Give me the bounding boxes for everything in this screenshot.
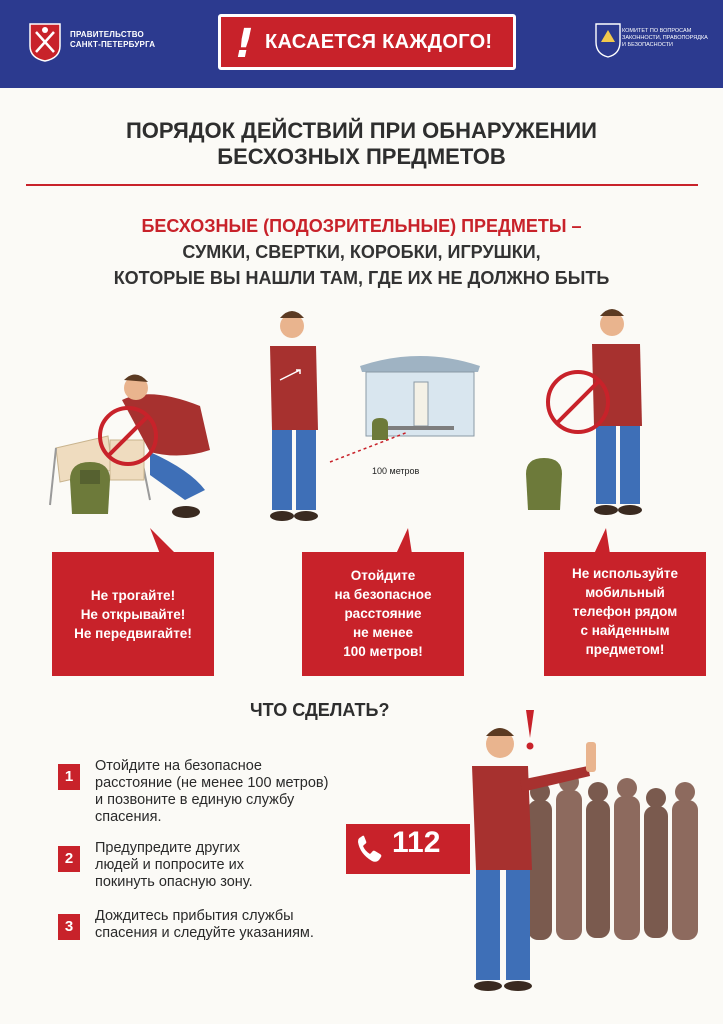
- callout-line: не менее: [352, 625, 414, 640]
- step-line: спасения.: [95, 809, 162, 825]
- callout-line: мобильный: [585, 585, 665, 600]
- subtitle-highlight: БЕСХОЗНЫЕ (ПОДОЗРИТЕЛЬНЫЕ) ПРЕДМЕТЫ –: [141, 216, 582, 236]
- step-text-2: [95, 840, 253, 891]
- crouching-man-illustration: [50, 374, 210, 518]
- callout-line: Не открывайте!: [80, 607, 186, 622]
- callout-no-phone: [544, 552, 706, 676]
- step-line: Отойдите на безопасное: [95, 758, 262, 774]
- step-line: Предупредите других: [95, 840, 240, 856]
- callout-tail-1: [150, 528, 176, 554]
- callout-tail-3: [594, 528, 610, 554]
- callout-line: Отойдите: [350, 568, 416, 583]
- callout-tail-2: [396, 528, 412, 554]
- emergency-number: 112: [392, 826, 441, 859]
- callout-line: на безопасное: [334, 587, 432, 602]
- man-on-phone-illustration: [526, 309, 642, 515]
- standing-man-illustration: [270, 311, 318, 521]
- bus-stop-illustration: [330, 356, 480, 462]
- step-line: спасения и следуйте указаниям.: [95, 925, 314, 941]
- step-number-3: 3: [58, 914, 80, 940]
- step-line: и позвоните в единую службу: [95, 792, 295, 808]
- what-to-do-heading: ЧТО СДЕЛАТЬ?: [250, 700, 390, 720]
- committee-text: КОМИТЕТ ПО ВОПРОСАМ ЗАКОННОСТИ, ПРАВОПОРЯДКА И БЕЗОПАСНОСТИ: [622, 28, 708, 48]
- step-text-1: [95, 758, 328, 826]
- step-number-2: 2: [58, 846, 80, 872]
- subtitle-line3: КОТОРЫЕ ВЫ НАШЛИ ТАМ, ГДЕ ИХ НЕ ДОЛЖНО БЫТЬ: [113, 268, 610, 288]
- step-number-1: 1: [58, 764, 80, 790]
- title-line2: БЕСХОЗНЫХ ПРЕДМЕТОВ: [217, 144, 506, 169]
- phone-icon: [356, 834, 384, 864]
- callout-line: с найденным: [580, 623, 670, 638]
- subtitle-line2: СУМКИ, СВЕРТКИ, КОРОБКИ, ИГРУШКИ,: [182, 242, 541, 262]
- distance-label: 100 метров: [372, 466, 420, 476]
- gov-line2: САНКТ-ПЕТЕРБУРГА: [70, 40, 156, 49]
- step-line: расстояние (не менее 100 метров): [95, 775, 329, 791]
- callout-line: Не используйте: [571, 566, 679, 581]
- banner-text: КАСАЕТСЯ КАЖДОГО!: [265, 31, 493, 53]
- step-line: людей и попросите их: [95, 857, 244, 873]
- callout-line: Не передвигайте!: [74, 626, 192, 641]
- title-line1: ПОРЯДОК ДЕЙСТВИЙ ПРИ ОБНАРУЖЕНИИ: [125, 118, 597, 143]
- step-line: Дождитесь прибытия службы: [95, 908, 294, 924]
- step-text-3: [95, 908, 314, 942]
- step-line: покинуть опасную зону.: [95, 874, 253, 890]
- crowd-illustration: [528, 772, 698, 940]
- gov-line1: ПРАВИТЕЛЬСТВО: [70, 30, 144, 39]
- callout-line: 100 метров!: [343, 644, 423, 659]
- exclamation-icon: !: [230, 21, 259, 67]
- callout-move-away: [302, 552, 464, 676]
- callout-do-not-touch: [52, 552, 214, 676]
- callout-line: расстояние: [344, 606, 422, 621]
- callout-line: телефон рядом: [572, 604, 678, 619]
- callout-line: Не трогайте!: [90, 588, 176, 603]
- callout-line: предметом!: [585, 642, 665, 657]
